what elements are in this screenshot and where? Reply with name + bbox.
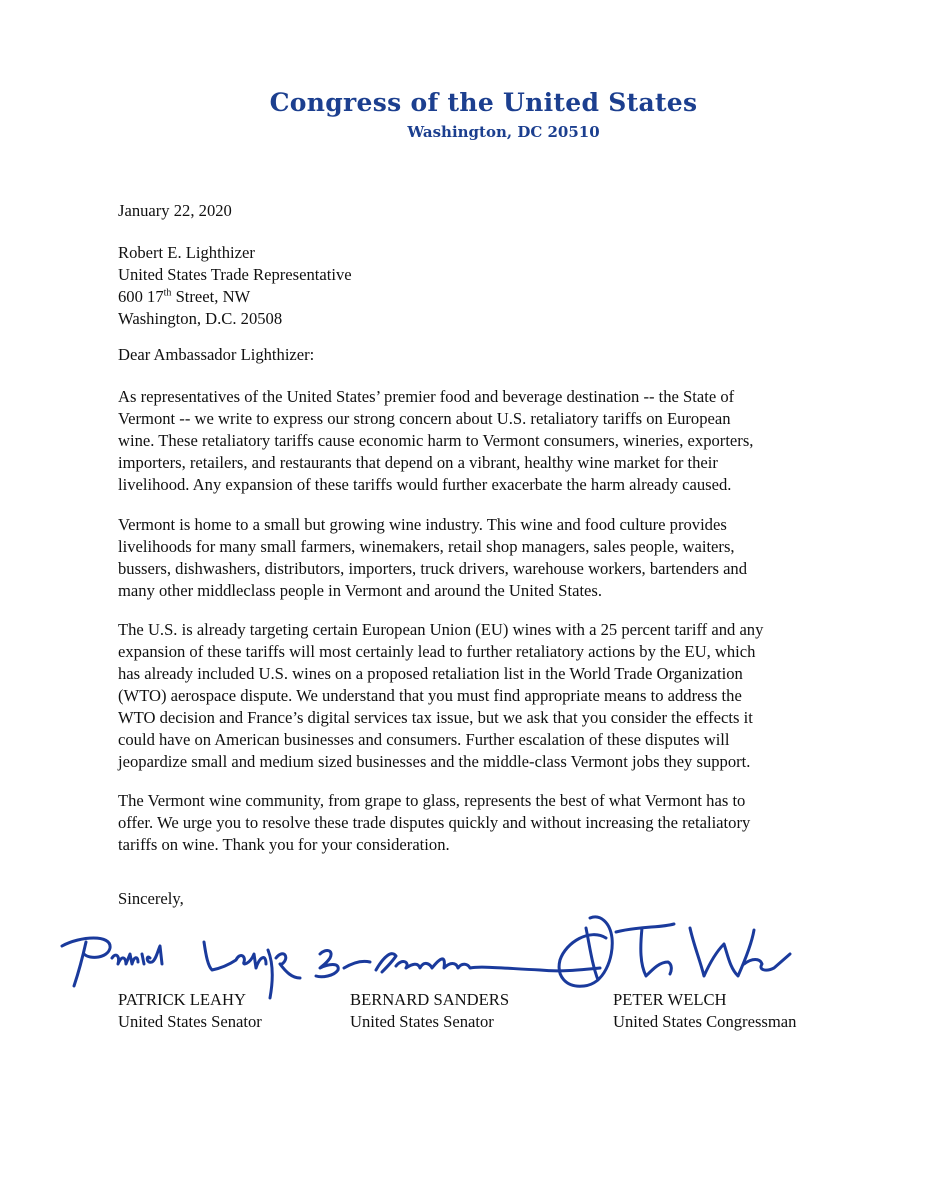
signatory-title: United States Senator bbox=[350, 1012, 494, 1031]
street-number: 600 17 bbox=[118, 287, 164, 306]
letterhead-title: Congress of the United States bbox=[269, 88, 698, 117]
paragraph-line: bussers, dishwashers, distributors, importers, truck drivers, warehouse workers, bartenders and bbox=[118, 559, 748, 578]
paragraph-line: Vermont -- we write to express our strong concern about U.S. retaliatory tariffs on European bbox=[118, 409, 731, 428]
closing: Sincerely, bbox=[118, 889, 184, 908]
signatory-welch bbox=[613, 989, 796, 1033]
paragraph-line: wine. These retaliatory tariffs cause economic harm to Vermont consumers, wineries, exporters, bbox=[118, 431, 754, 450]
recipient-name: Robert E. Lighthizer bbox=[118, 243, 255, 262]
paragraph-line: (WTO) aerospace dispute. We understand that you must find appropriate means to address the bbox=[118, 686, 742, 705]
paragraph-line: importers, retailers, and restaurants that depend on a vibrant, healthy wine market for their bbox=[118, 453, 718, 472]
paragraph-line: expansion of these tariffs will most certainly lead to further retaliatory actions by the EU, which bbox=[118, 642, 756, 661]
paragraph-2 bbox=[118, 514, 838, 602]
signature-welch bbox=[559, 917, 790, 986]
signatory-title: United States Congressman bbox=[613, 1012, 797, 1031]
paragraph-line: As representatives of the United States’ premier food and beverage destination -- the State of bbox=[118, 387, 735, 406]
recipient-address bbox=[118, 242, 352, 330]
paragraph-1 bbox=[118, 386, 838, 496]
signatory-name: PATRICK LEAHY bbox=[118, 990, 247, 1009]
signature-sanders bbox=[316, 951, 600, 977]
paragraph-line: The Vermont wine community, from grape to glass, represents the best of what Vermont has to bbox=[118, 791, 746, 810]
paragraph-line: offer. We urge you to resolve these trade disputes quickly and without increasing the retaliatory bbox=[118, 813, 751, 832]
letter-date: January 22, 2020 bbox=[118, 201, 232, 220]
street-suffix: th bbox=[163, 287, 172, 299]
letterhead bbox=[0, 88, 927, 141]
salutation: Dear Ambassador Lighthizer: bbox=[118, 345, 315, 364]
paragraph-line: Vermont is home to a small but growing wine industry. This wine and food culture provides bbox=[118, 515, 727, 534]
signatory-leahy bbox=[118, 989, 262, 1033]
letterhead-city: Washington, DC 20510 bbox=[407, 123, 600, 141]
recipient-street bbox=[118, 286, 352, 308]
signatory-name: PETER WELCH bbox=[613, 990, 727, 1009]
paragraph-line: jeopardize small and medium sized businesses and the middle-class Vermont jobs they support. bbox=[118, 752, 751, 771]
paragraph-line: WTO decision and France’s digital services tax issue, but we ask that you consider the effects it bbox=[118, 708, 753, 727]
street-rest: Street, NW bbox=[171, 287, 251, 306]
signatory-sanders bbox=[350, 989, 509, 1033]
recipient-title: United States Trade Representative bbox=[118, 265, 352, 284]
signatory-title: United States Senator bbox=[118, 1012, 262, 1031]
paragraph-line: tariffs on wine. Thank you for your consideration. bbox=[118, 835, 450, 854]
paragraph-line: could have on American businesses and consumers. Further escalation of these disputes will bbox=[118, 730, 730, 749]
paragraph-3 bbox=[118, 619, 838, 773]
paragraph-line: many other middleclass people in Vermont and around the United States. bbox=[118, 581, 603, 600]
paragraph-line: livelihood. Any expansion of these tariffs would further exacerbate the harm already caused. bbox=[118, 475, 732, 494]
paragraph-line: has already included U.S. wines on a proposed retaliation list in the World Trade Organization bbox=[118, 664, 743, 683]
paragraph-line: livelihoods for many small farmers, winemakers, retail shop managers, sales people, waiters, bbox=[118, 537, 735, 556]
signatory-name: BERNARD SANDERS bbox=[350, 990, 510, 1009]
recipient-city: Washington, D.C. 20508 bbox=[118, 309, 283, 328]
paragraph-4 bbox=[118, 790, 838, 856]
paragraph-line: The U.S. is already targeting certain European Union (EU) wines with a 25 percent tariff and any bbox=[118, 620, 764, 639]
